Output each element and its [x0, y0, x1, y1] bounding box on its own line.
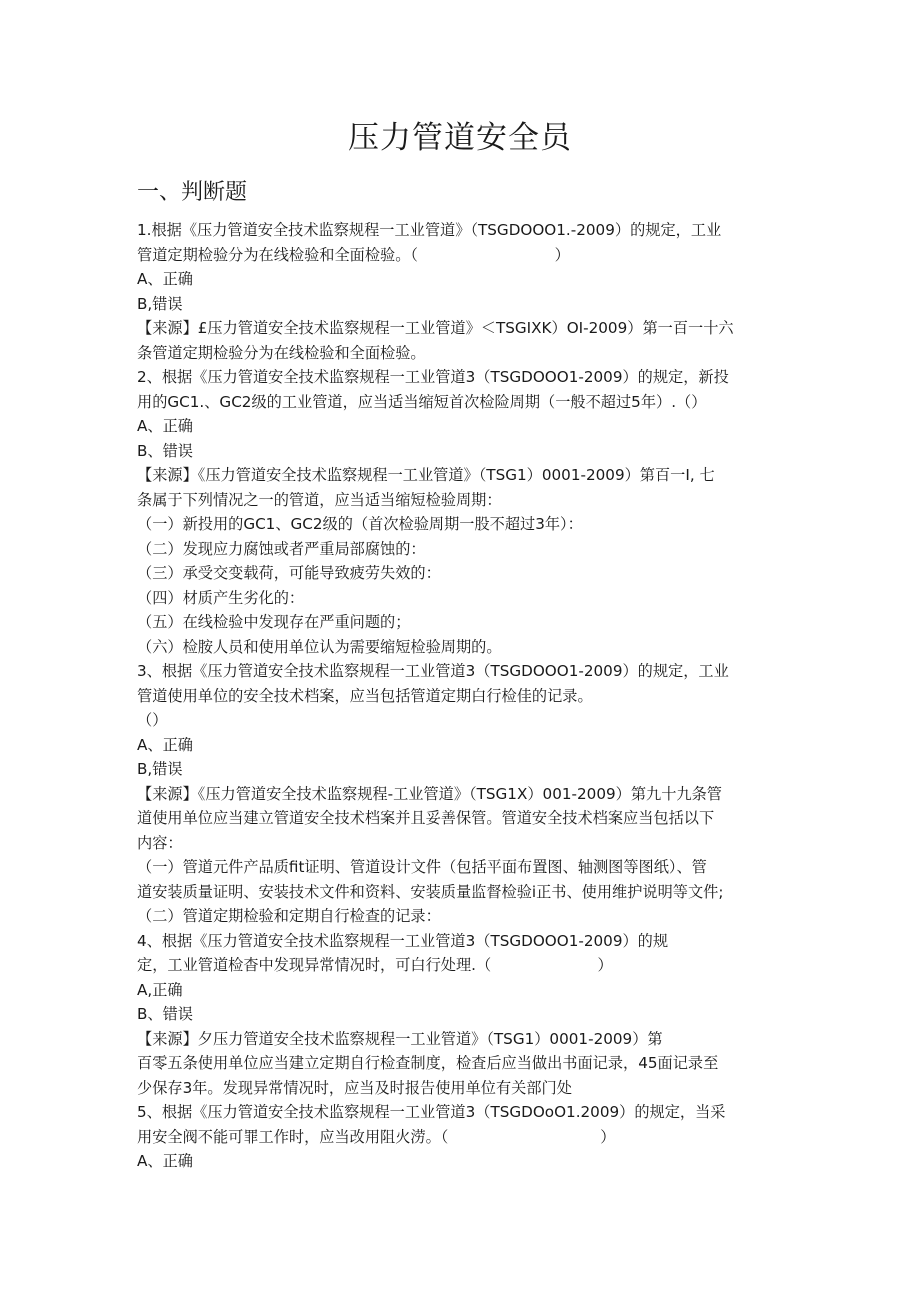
list-item: （四）材质产生劣化的： [137, 588, 305, 607]
list-item: （一）管道元件产品质fit证明、管道设计文件（包括平面布置图、轴测图等图纸）、管 [137, 858, 707, 876]
list-item: （六）检胺人员和使用单位认为需要缩短检验周期的。 [137, 637, 502, 656]
document-title: 压力管道安全员 [348, 120, 572, 156]
text-line: 用的GC1.、GC2级的工业管道，应当适当缩短首次检险周期（一般不超过5年）.（） [137, 392, 707, 411]
text-line: 2、根据《压力管道安全技术监察规程一工业管道3（TSGDOOO1-2009）的规定，新投 [137, 368, 729, 386]
list-item: （一）新投用的GC1、GC2级的（首次检验周期一股不超过3年）： [137, 515, 583, 533]
source-line: 道使用单位应当建立管道安全技术档案并且妥善保管。管道安全技术档案应当包括以下 [137, 809, 715, 827]
source-line: 少保存3年。发现异常情况时，应当及时报告使用单位有关部门处 [137, 1078, 572, 1097]
text-line: 用安全阀不能可罪工作时，应当改用阻火涝。（ ） [137, 1127, 616, 1146]
document-body [137, 218, 787, 1174]
text-line: 4、根据《压力管道安全技术监察规程一工业管道3（TSGDOOO1-2009）的规 [137, 931, 669, 950]
option-line: A、正确 [137, 1152, 193, 1170]
option-line: B、错误 [137, 1005, 193, 1023]
list-item: （五）在线检验中发现存在严重问题的； [137, 613, 411, 631]
source-line: 【来源】《压力管道安全技术监察规程一工业管道》（TSG1）0001-2009）第百一I, 七 [137, 466, 715, 484]
text-line: 定，工业管道检杳中发现异常情况时，可白行处理.（ ） [137, 956, 613, 974]
text-line: （） [137, 711, 168, 729]
source-line: 百零五条使用单位应当建立定期自行检查制度，检査后应当做出书面记录，45面记录至 [137, 1054, 719, 1072]
list-item: 道安装质量证明、安装技术文件和资料、安装质量监督检验i正书、使用维护说明等文件; [137, 882, 724, 901]
list-item: （二）发现应力腐蚀或者严重局部腐蚀的： [137, 539, 426, 558]
text-line: 3、根据《压力管道安全技术监察规程一工业管道3（TSGDOOO1-2009）的规定，工业 [137, 662, 729, 680]
source-line: 条管道定期检验分为在线检验和全面检验。 [137, 343, 426, 362]
option-line: A、正确 [137, 735, 193, 754]
list-item: （三）承受交变载荷，可能导致疲劳失效的： [137, 564, 441, 582]
text-line: 1.根据《压力管道安全技术监察规程一工业管道》（TSGDOOO1.-2009）的规定，工业 [137, 221, 722, 239]
text-line: 管道定期检验分为在线检验和全面检验。（ ） [137, 245, 570, 264]
source-line: 【来源】夕压力管道安全技术监察规程一工业管道》（TSG1）0001-2009）第 [137, 1029, 663, 1048]
option-line: B,错误 [137, 760, 183, 778]
source-line: 内容： [137, 833, 183, 852]
source-line: 条属于下列情况之一的管道，应当适当缩短检验周期： [137, 490, 502, 509]
option-line: A,正确 [137, 980, 183, 999]
source-line: 【来源】£压力管道安全技术监察规程一工业管道》＜TSGIXK）OI-2009）第一百一十六 [137, 319, 734, 337]
section-heading: 一、判断题 [137, 180, 248, 205]
text-line: 管道使用单位的安全技术档案，应当包括管道定期白行检佳的记录。 [137, 686, 593, 705]
source-line: 【来源】《压力管道安全技术监察规程-工业管道》（TSG1X）001-2009）第九十九条管 [137, 784, 722, 803]
option-line: A、正确 [137, 417, 193, 435]
option-line: B、错误 [137, 441, 193, 460]
list-item: （二）管道定期检验和定期自行检查的记录： [137, 907, 441, 925]
text-line: 5、根据《压力管道安全技术监察规程一工业管道3（TSGDOoO1.2009）的规定，当采 [137, 1103, 726, 1121]
option-line: A、正确 [137, 270, 193, 288]
option-line: B,错误 [137, 294, 183, 313]
